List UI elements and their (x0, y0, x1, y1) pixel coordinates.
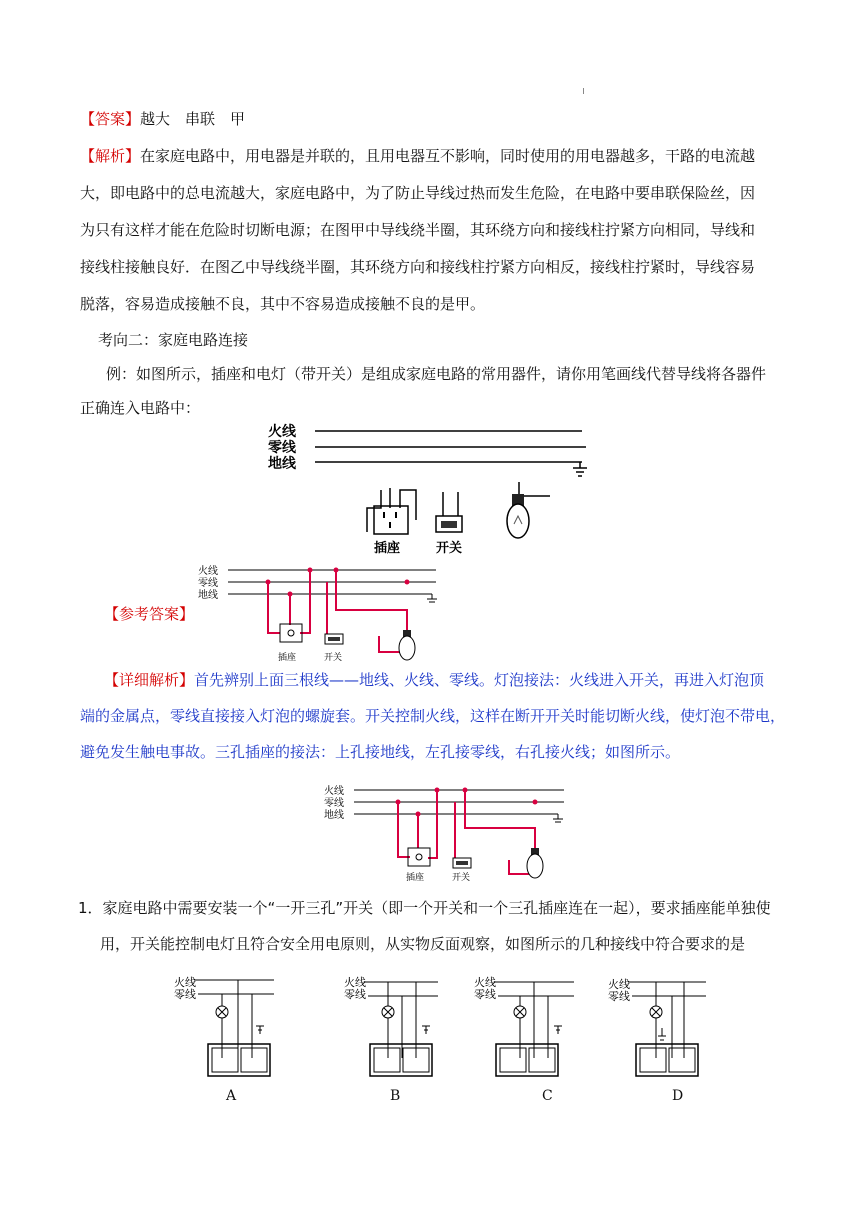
option-c-label[interactable]: C (542, 1088, 553, 1104)
detail-line-3: 避免发生触电事故。三孔插座的接法：上孔接地线，左孔接零线，右孔接火线；如图所示。 (80, 743, 681, 761)
section-heading: 考向二：家庭电路连接 (98, 331, 249, 349)
socket-icon (367, 488, 416, 534)
question-line-2: 用，开关能控制电灯且符合安全用电原则，从实物反面观察，如图所示的几种接线中符合要求的是 (100, 935, 746, 953)
circuit-diagram-detailed (322, 782, 572, 886)
svg-text:火线: 火线 (198, 566, 218, 577)
detail-tag: 【详细解析】 (104, 671, 195, 689)
analysis-line-3: 为只有这样才能在危险时切断电源；在图甲中导线绕半圈，其环绕方向和接线柱拧紧方向相同，导线和 (80, 221, 756, 239)
option-d-diagram[interactable] (604, 970, 714, 1078)
label-neutral-wire: 零线 (268, 440, 296, 456)
answer-text: 越大 串联 甲 (140, 110, 246, 128)
page-mark (583, 88, 584, 94)
analysis-line-5: 脱落，容易造成接触不良，其中不容易造成接触不良的是甲。 (80, 295, 486, 313)
analysis-line-4: 接线柱接触良好．在图乙中导线绕半圈，其环绕方向和接线柱拧紧方向相反，接线柱拧紧时，导线容易 (80, 258, 756, 276)
svg-text:地线: 地线 (198, 590, 218, 601)
question-number: 1． (78, 899, 103, 917)
label-live-wire: 火线 (268, 424, 296, 440)
option-d-label[interactable]: D (672, 1088, 684, 1104)
ground-symbol-icon (573, 462, 587, 476)
svg-text:插座: 插座 (278, 653, 297, 663)
answer-line (80, 101, 780, 138)
svg-text:零线: 零线 (474, 988, 496, 1001)
detail-line-1: 【详细解析】首先辨别上面三根线——地线、火线、零线。灯泡接法：火线进入开关，再进入灯泡顶 (104, 671, 765, 689)
analysis-tag: 【解析】 (80, 147, 141, 165)
analysis-line-1: 【解析】在家庭电路中，用电器是并联的，且用电器互不影响，同时使用的用电器越多，干路的电流越 (80, 147, 756, 165)
example-line-1: 例：如图所示，插座和电灯（带开关）是组成家庭电路的常用器件，请你用笔画线代替导线将各器件 (106, 365, 767, 383)
example-line-2: 正确连入电路中： (80, 399, 201, 417)
detail-line-2: 端的金属点，零线直接接入灯泡的螺旋套。开关控制火线，这样在断开开关时能切断火线，使灯泡不带电， (80, 707, 786, 725)
svg-text:火线: 火线 (324, 786, 344, 797)
option-c-diagram[interactable] (470, 970, 580, 1078)
option-a-label[interactable]: A (226, 1088, 237, 1104)
svg-text:零线: 零线 (174, 988, 196, 1001)
svg-text:火线: 火线 (174, 976, 196, 989)
svg-text:插座: 插座 (406, 873, 425, 883)
svg-text:开关: 开关 (324, 653, 343, 663)
analysis-line-2: 大，即电路中的总电流越大，家庭电路中，为了防止导线过热而发生危险，在电路中要串联保险丝，因 (80, 184, 756, 202)
svg-text:零线: 零线 (198, 578, 218, 589)
option-b-diagram[interactable] (330, 970, 440, 1078)
svg-text:零线: 零线 (608, 990, 630, 1003)
circuit-diagram-reference-answer (196, 562, 456, 666)
svg-text:火线: 火线 (608, 978, 630, 991)
svg-text:零线: 零线 (344, 988, 366, 1001)
switch-label: 开关 (436, 541, 463, 556)
bulb-icon (507, 482, 550, 538)
svg-text:火线: 火线 (344, 976, 366, 989)
svg-text:开关: 开关 (452, 873, 471, 883)
option-b-label[interactable]: B (390, 1088, 401, 1104)
option-a-diagram[interactable] (168, 970, 278, 1078)
label-ground-wire: 地线 (268, 456, 296, 472)
reference-answer-tag: 【参考答案】 (104, 605, 195, 623)
svg-text:地线: 地线 (324, 810, 344, 821)
svg-text:零线: 零线 (324, 798, 344, 809)
socket-label: 插座 (374, 541, 401, 556)
question-line-1: 1．家庭电路中需要安装一个“一开三孔”开关（即一个开关和一个三孔插座连在一起），要求插座能单独使 (78, 899, 771, 917)
answer-tag: 【答案】 (80, 110, 141, 128)
svg-text:火线: 火线 (474, 976, 496, 989)
switch-icon (436, 492, 462, 532)
circuit-diagram-unconnected (260, 420, 600, 560)
